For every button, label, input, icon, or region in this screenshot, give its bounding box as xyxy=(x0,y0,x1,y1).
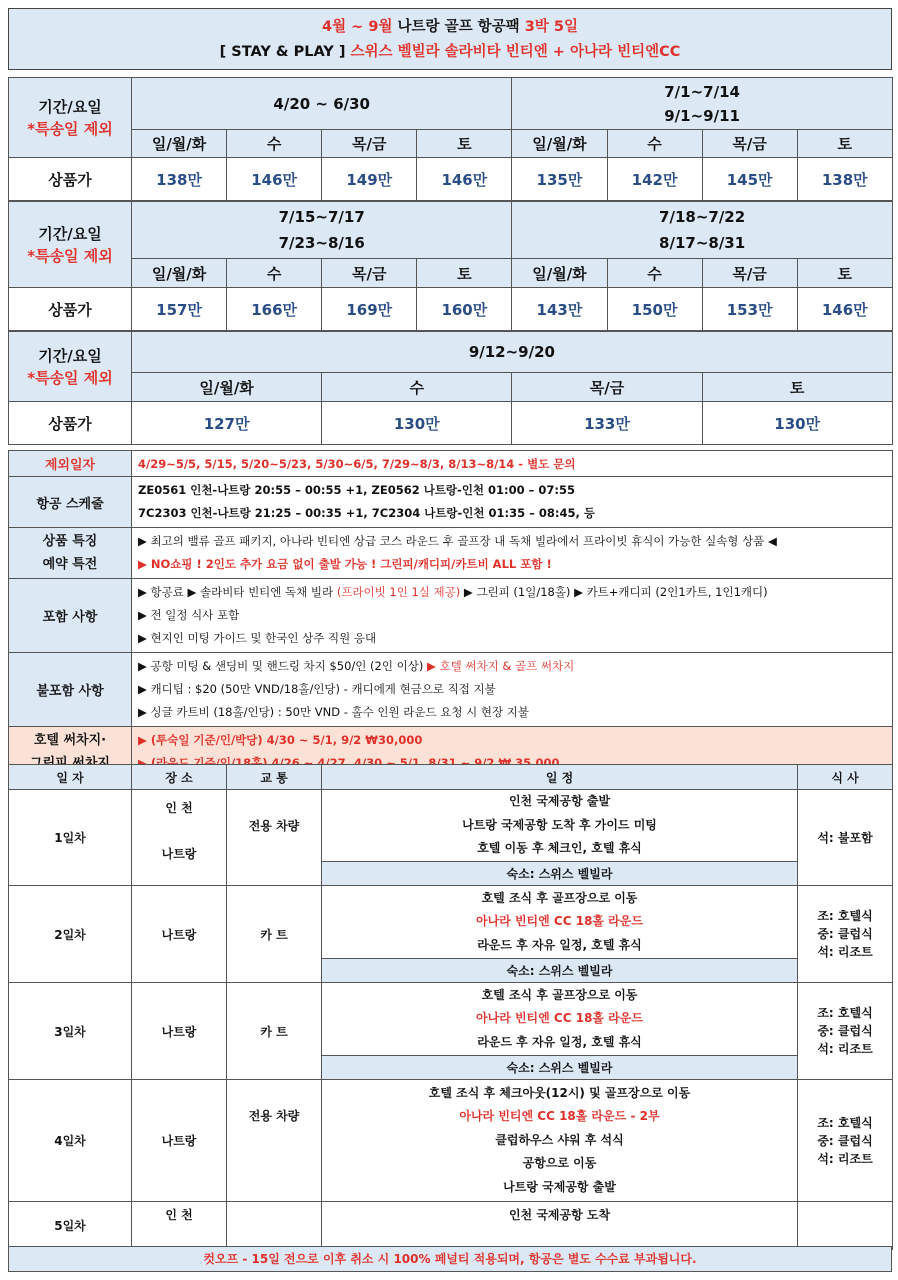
day-header-cell: 목/금 xyxy=(512,373,702,402)
day-header-cell: 목/금 xyxy=(322,259,417,288)
period-label: 기간/요일 *특송일 제외 xyxy=(9,78,132,158)
period-b: 7/1~7/14 9/1~9/11 xyxy=(512,78,892,130)
price-row: 상품가 127만 130만 133만 130만 xyxy=(9,402,893,445)
day-header-cell: 일/월/화 xyxy=(512,130,607,158)
period-label: 기간/요일 *특송일 제외 xyxy=(9,202,132,288)
flight-row: 항공 스케줄 ZE0561 인천-나트랑 20:55 – 00:55 +1, ZE0562 나트랑-인천 01:00 – 07:55 7C2303 인천-나트랑 21:25 – 00:35 +1, 7C2304 나트랑-인천 01:35 – 08:45, 등 xyxy=(9,477,893,528)
day-header-cell: 수 xyxy=(227,130,322,158)
day-header-row xyxy=(9,259,893,288)
period-label: 기간/요일 *특송일 제외 xyxy=(9,332,132,402)
day-header-row xyxy=(9,130,893,158)
excluded-dates-row: 제외일자 4/29~5/5, 5/15, 5/20~5/23, 5/30~6/5, 7/29~8/3, 8/13~8/14 - 별도 문의 xyxy=(9,451,893,477)
surcharge-row: 호텔 써차지· 그린피 써차지 ▶ (투숙일 기준/인/박당) 4/30 ~ 5/1, 9/2 ₩30,000 ▶ (라운드 기준/인/18홀) 4/26 ~ 4/27, 4/30 ~ 5/1, 8/31 ~ 9/2 ₩ 35,000 xyxy=(9,727,893,778)
day-2-row: 2일차 나트랑 카 트 호텔 조식 후 골프장으로 이동 아나라 빈티엔 CC 18홀 라운드 라운드 후 자유 일정, 호텔 휴식 조: 호텔식 중: 클럽식 석: 리조트 xyxy=(9,886,893,959)
include-row: 포함 사항 ▶ 항공료 ▶ 솔라비타 빈티엔 독채 빌라 (프라이빗 1인 1실 제공) ▶ 그린피 (1일/18홀) ▶ 카트+캐디피 (2인1카트, 1인1캐디) ▶ 전 일정 식사 포함 ▶ 현지인 미팅 가이드 및 한국인 상주 직원 응대 xyxy=(9,579,893,653)
exclude-row: 불포함 사항 ▶ 공항 미팅 & 샌딩비 및 핸드링 차지 $50/인 (2인 이상) ▶ 호텔 써차지 & 골프 써차지 ▶ 캐디팁 : $20 (50만 VND/18홀/인당) - 캐디에게 현금으로 직접 지불 ▶ 싱글 카트비 (18홀/인당) : 50만 VND - 홀수 인원 라운드 요청 시 현장 지불 xyxy=(9,653,893,727)
day-header-cell: 수 xyxy=(322,373,512,402)
price-row: 상품가 138만 146만 149만 146만 135만 142만 145만 138만 xyxy=(9,158,893,201)
price-table-3 xyxy=(8,331,892,445)
day-header-cell: 일/월/화 xyxy=(132,373,322,402)
day-4-row: 4일차 나트랑 전용 차량 호텔 조식 후 체크아웃(12시) 및 골프장으로 이동 아나라 빈티엔 CC 18홀 라운드 - 2부 클럽하우스 샤워 후 석식 공항으로 이동 나트랑 국제공항 출발 조: 호텔식 중: 클럽식 석: 리조트 xyxy=(9,1080,893,1202)
day-header-cell: 일/월/화 xyxy=(132,259,227,288)
cutoff-notice: 컷오프 - 15일 전으로 이후 취소 시 100% 페널티 적용되며, 항공은 별도 수수료 부과됩니다. xyxy=(8,1246,892,1272)
page-title: 4월 ~ 9월 나트랑 골프 항공팩 3박 5일 [ STAY & PLAY ] 스위스 벨빌라 솔라비타 빈티엔 + 아나라 빈티엔CC xyxy=(8,8,892,70)
day-header-cell: 수 xyxy=(607,130,702,158)
period-b: 7/18~7/22 8/17~8/31 xyxy=(512,202,892,259)
period-a: 4/20 ~ 6/30 xyxy=(132,78,512,130)
schedule-header: 일 자 장 소 교 통 일 정 식 사 xyxy=(9,765,893,790)
price-table-2 xyxy=(8,201,892,331)
day-header-row xyxy=(9,373,893,402)
schedule-table: 일 자 장 소 교 통 일 정 식 사 1일차 인 천 나트랑 전용 차량 인천 국제공항 출발 나트랑 국제공항 도착 후 가이드 미팅 호텔 이동 후 체크인, 호텔 휴식 석: 불포함 숙소: 스위스 벨빌라 2일차 나트랑 카 트 호텔 조식 후 골프장으로 이동 아나라 빈티엔 CC 18홀 라운드 라운드 후 자유 일정, 호텔 휴식 조: 호텔식 중: 클럽식 석: 리조트 숙소: 스위스 벨빌라 3일차 나트랑 카 트 호텔 조식 후 골프장으로 이동 아나라 빈티엔 CC 18홀 라운드 라운드 후 자유 일정, 호텔 휴식 조: 호텔식 중: 클럽식 석: 리조트 숙소: 스위스 벨빌라 4일차 나트랑 전용 차량 호텔 조식 후 체크아웃(12시) 및 골프장으로 이동 아나라 빈티엔 CC 18홀 라운드 - 2부 클럽하우스 샤워 후 석식 공항으로 이동 나트랑 국제공항 출발 조: 호텔식 중: 클럽식 석: 리조트 5일차 인 천 인천 국제공항 도착 xyxy=(8,764,892,1250)
period-a: 7/15~7/17 7/23~8/16 xyxy=(132,202,512,259)
day-header-cell: 목/금 xyxy=(702,130,797,158)
day-header-cell: 수 xyxy=(227,259,322,288)
day-1-row: 1일차 인 천 나트랑 전용 차량 인천 국제공항 출발 나트랑 국제공항 도착 후 가이드 미팅 호텔 이동 후 체크인, 호텔 휴식 석: 불포함 xyxy=(9,790,893,862)
day-header-cell: 일/월/화 xyxy=(132,130,227,158)
day-header-cell: 목/금 xyxy=(322,130,417,158)
day-header-cell: 수 xyxy=(607,259,702,288)
day-header-cell: 토 xyxy=(797,130,892,158)
day-header-cell: 일/월/화 xyxy=(512,259,607,288)
day-header-cell: 목/금 xyxy=(702,259,797,288)
day-header-cell: 토 xyxy=(417,259,512,288)
price-table-1 xyxy=(8,77,892,201)
day-header-cell: 토 xyxy=(417,130,512,158)
info-table xyxy=(8,450,892,778)
day-header-cell: 토 xyxy=(702,373,892,402)
period-single: 9/12~9/20 xyxy=(132,332,893,373)
feature-row: 상품 특징 예약 특전 ▶ 최고의 밸류 골프 패키지, 아나라 빈티엔 상급 코스 라운드 후 골프장 내 독채 빌라에서 프라이빗 휴식이 가능한 실속형 상품 ◀ ▶ NO쇼핑 ! 2인도 추가 요금 없이 출발 가능 ! 그린피/캐디피/카트비 ALL 포함 ! xyxy=(9,528,893,579)
price-row: 상품가 157만 166만 169만 160만 143만 150만 153만 146만 xyxy=(9,288,893,331)
day-header-cell: 토 xyxy=(797,259,892,288)
day-5-row: 5일차 인 천 인천 국제공항 도착 xyxy=(9,1202,893,1250)
day-3-row: 3일차 나트랑 카 트 호텔 조식 후 골프장으로 이동 아나라 빈티엔 CC 18홀 라운드 라운드 후 자유 일정, 호텔 휴식 조: 호텔식 중: 클럽식 석: 리조트 xyxy=(9,983,893,1056)
